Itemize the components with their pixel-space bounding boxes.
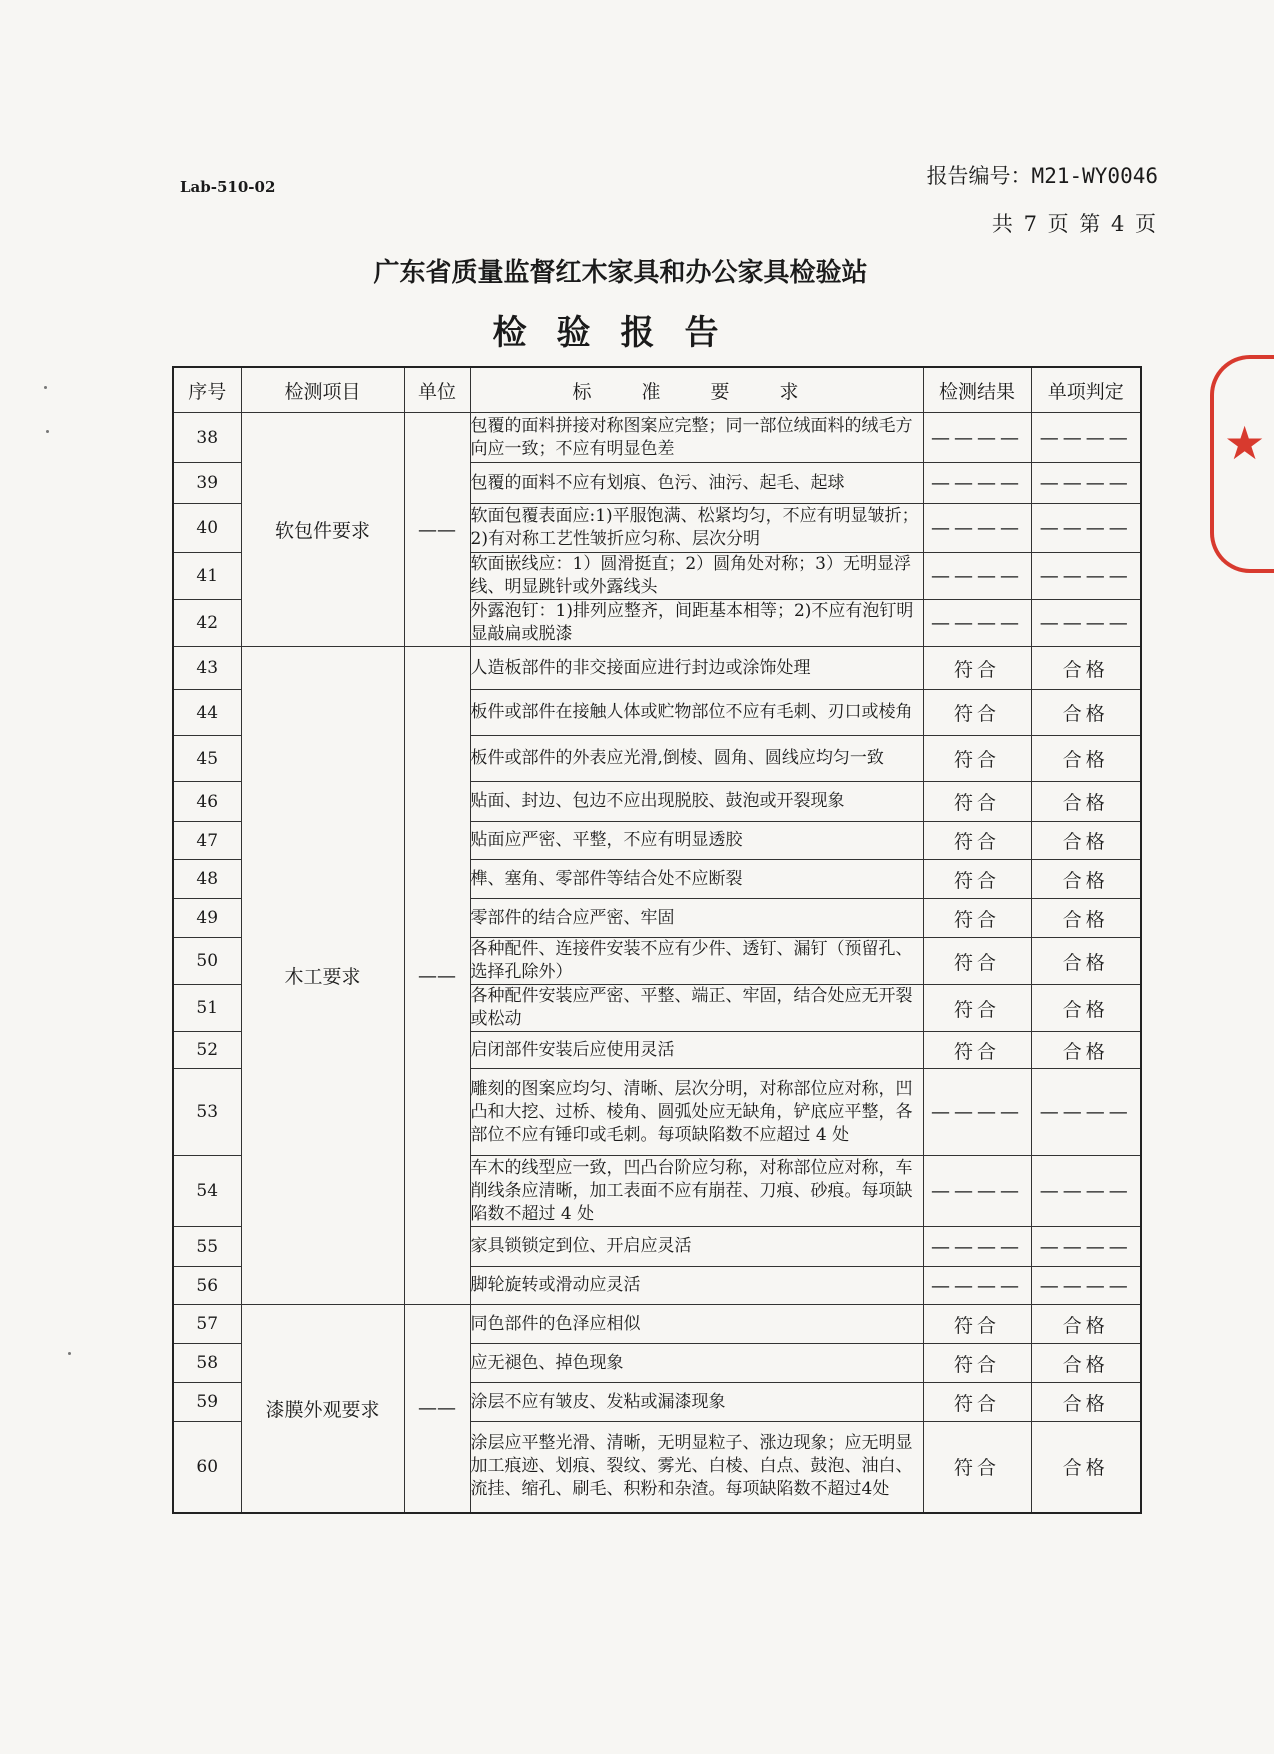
unit-cell: —— bbox=[404, 647, 470, 1305]
table-row bbox=[173, 413, 1141, 463]
page-info: 共 7 页 第 4 页 bbox=[991, 212, 1158, 236]
inspection-table bbox=[172, 366, 1142, 1514]
row-number: 59 bbox=[173, 1383, 241, 1422]
requirement-text: 榫、塞角、零部件等结合处不应断裂 bbox=[470, 860, 923, 899]
table-row bbox=[173, 647, 1141, 690]
row-number: 60 bbox=[173, 1422, 241, 1513]
item-judgement: ———— bbox=[1031, 553, 1141, 600]
item-judgement: 合格 bbox=[1031, 1305, 1141, 1344]
test-result: 符合 bbox=[923, 647, 1031, 690]
document-title: 检验报告 bbox=[492, 313, 749, 353]
test-result: 符合 bbox=[923, 736, 1031, 782]
test-result: ———— bbox=[923, 1069, 1031, 1156]
unit-cell: —— bbox=[404, 1305, 470, 1513]
test-result: ———— bbox=[923, 1227, 1031, 1267]
row-number: 49 bbox=[173, 899, 241, 938]
col-header-judgement: 单项判定 bbox=[1031, 367, 1141, 413]
col-header-item: 检测项目 bbox=[241, 367, 404, 413]
item-judgement: 合格 bbox=[1031, 822, 1141, 860]
test-result: ———— bbox=[923, 1267, 1031, 1305]
requirement-text: 涂层不应有皱皮、发粘或漏漆现象 bbox=[470, 1383, 923, 1422]
row-number: 48 bbox=[173, 860, 241, 899]
row-number: 52 bbox=[173, 1032, 241, 1069]
item-judgement: ———— bbox=[1031, 504, 1141, 553]
test-item-group: 软包件要求 bbox=[241, 413, 404, 647]
item-judgement: 合格 bbox=[1031, 899, 1141, 938]
item-judgement: 合格 bbox=[1031, 690, 1141, 736]
col-header-no: 序号 bbox=[173, 367, 241, 413]
item-judgement: ———— bbox=[1031, 463, 1141, 504]
requirement-text: 包覆的面料拼接对称图案应完整；同一部位绒面料的绒毛方向应一致；不应有明显色差 bbox=[470, 413, 923, 463]
requirement-text: 贴面、封边、包边不应出现脱胶、鼓泡或开裂现象 bbox=[470, 782, 923, 822]
table-header-row bbox=[173, 367, 1141, 413]
scan-speck bbox=[68, 1352, 71, 1355]
requirement-text: 软面包覆表面应:1)平服饱满、松紧均匀，不应有明显皱折；2)有对称工艺性皱折应匀称、层次分明 bbox=[470, 504, 923, 553]
requirement-text: 雕刻的图案应均匀、清晰、层次分明，对称部位应对称，凹凸和大挖、过桥、棱角、圆弧处应无缺角，铲底应平整，各部位不应有锤印或毛刺。每项缺陷数不应超过 4 处 bbox=[470, 1069, 923, 1156]
row-number: 56 bbox=[173, 1267, 241, 1305]
item-judgement: ———— bbox=[1031, 413, 1141, 463]
unit-cell: —— bbox=[404, 413, 470, 647]
row-number: 43 bbox=[173, 647, 241, 690]
row-number: 57 bbox=[173, 1305, 241, 1344]
table-row bbox=[173, 1305, 1141, 1344]
row-number: 46 bbox=[173, 782, 241, 822]
row-number: 55 bbox=[173, 1227, 241, 1267]
test-result: ———— bbox=[923, 504, 1031, 553]
requirement-text: 人造板部件的非交接面应进行封边或涂饰处理 bbox=[470, 647, 923, 690]
requirement-text: 各种配件、连接件安装不应有少件、透钉、漏钉（预留孔、选择孔除外） bbox=[470, 938, 923, 985]
requirement-text: 零部件的结合应严密、牢固 bbox=[470, 899, 923, 938]
table-body bbox=[173, 413, 1141, 1513]
requirement-text: 脚轮旋转或滑动应灵活 bbox=[470, 1267, 923, 1305]
test-result: 符合 bbox=[923, 1305, 1031, 1344]
row-number: 51 bbox=[173, 985, 241, 1032]
col-header-unit: 单位 bbox=[404, 367, 470, 413]
test-result: 符合 bbox=[923, 822, 1031, 860]
row-number: 47 bbox=[173, 822, 241, 860]
item-judgement: ———— bbox=[1031, 1069, 1141, 1156]
test-result: 符合 bbox=[923, 1422, 1031, 1513]
row-number: 53 bbox=[173, 1069, 241, 1156]
item-judgement: 合格 bbox=[1031, 985, 1141, 1032]
test-result: 符合 bbox=[923, 938, 1031, 985]
test-result: 符合 bbox=[923, 690, 1031, 736]
item-judgement: ———— bbox=[1031, 1267, 1141, 1305]
report-number: 报告编号：M21-WY0046 bbox=[926, 164, 1158, 188]
requirement-text: 外露泡钉：1)排列应整齐，间距基本相等；2)不应有泡钉明显敲扁或脱漆 bbox=[470, 600, 923, 647]
test-result: ———— bbox=[923, 553, 1031, 600]
test-result: 符合 bbox=[923, 899, 1031, 938]
row-number: 42 bbox=[173, 600, 241, 647]
requirement-text: 启闭部件安装后应使用灵活 bbox=[470, 1032, 923, 1069]
requirement-text: 贴面应严密、平整，不应有明显透胶 bbox=[470, 822, 923, 860]
row-number: 54 bbox=[173, 1156, 241, 1227]
row-number: 58 bbox=[173, 1344, 241, 1383]
item-judgement: 合格 bbox=[1031, 782, 1141, 822]
seal-star-icon: ★ bbox=[1224, 416, 1266, 470]
requirement-text: 家具锁锁定到位、开启应灵活 bbox=[470, 1227, 923, 1267]
item-judgement: 合格 bbox=[1031, 1422, 1141, 1513]
requirement-text: 包覆的面料不应有划痕、色污、油污、起毛、起球 bbox=[470, 463, 923, 504]
item-judgement: 合格 bbox=[1031, 1344, 1141, 1383]
test-result: 符合 bbox=[923, 1383, 1031, 1422]
requirement-text: 涂层应平整光滑、清晰，无明显粒子、涨边现象；应无明显加工痕迹、划痕、裂纹、雾光、白棱、白点、鼓泡、油白、流挂、缩孔、刷毛、积粉和杂渣。每项缺陷数不超过4处 bbox=[470, 1422, 923, 1513]
item-judgement: 合格 bbox=[1031, 647, 1141, 690]
item-judgement: 合格 bbox=[1031, 938, 1141, 985]
test-result: ———— bbox=[923, 600, 1031, 647]
row-number: 45 bbox=[173, 736, 241, 782]
col-header-result: 检测结果 bbox=[923, 367, 1031, 413]
item-judgement: ———— bbox=[1031, 1156, 1141, 1227]
test-result: ———— bbox=[923, 1156, 1031, 1227]
item-judgement: 合格 bbox=[1031, 1032, 1141, 1069]
item-judgement: ———— bbox=[1031, 600, 1141, 647]
test-result: ———— bbox=[923, 463, 1031, 504]
row-number: 39 bbox=[173, 463, 241, 504]
form-code: Lab-510-02 bbox=[180, 178, 276, 196]
scan-speck bbox=[44, 386, 47, 389]
test-result: 符合 bbox=[923, 1344, 1031, 1383]
scan-speck bbox=[46, 430, 49, 433]
col-header-requirement: 标 准 要 求 bbox=[470, 367, 923, 413]
test-item-group: 木工要求 bbox=[241, 647, 404, 1305]
row-number: 44 bbox=[173, 690, 241, 736]
item-judgement: 合格 bbox=[1031, 860, 1141, 899]
test-item-group: 漆膜外观要求 bbox=[241, 1305, 404, 1513]
requirement-text: 板件或部件的外表应光滑,倒棱、圆角、圆线应均匀一致 bbox=[470, 736, 923, 782]
item-judgement: 合格 bbox=[1031, 1383, 1141, 1422]
test-result: 符合 bbox=[923, 985, 1031, 1032]
test-result: 符合 bbox=[923, 782, 1031, 822]
test-result: 符合 bbox=[923, 1032, 1031, 1069]
row-number: 38 bbox=[173, 413, 241, 463]
requirement-text: 应无褪色、掉色现象 bbox=[470, 1344, 923, 1383]
row-number: 40 bbox=[173, 504, 241, 553]
item-judgement: 合格 bbox=[1031, 736, 1141, 782]
requirement-text: 软面嵌线应：1）圆滑挺直；2）圆角处对称；3）无明显浮线、明显跳针或外露线头 bbox=[470, 553, 923, 600]
test-result: ———— bbox=[923, 413, 1031, 463]
requirement-text: 同色部件的色泽应相似 bbox=[470, 1305, 923, 1344]
test-result: 符合 bbox=[923, 860, 1031, 899]
requirement-text: 车木的线型应一致，凹凸台阶应匀称，对称部位应对称，车削线条应清晰，加工表面不应有崩茬、刀痕、砂痕。每项缺陷数不超过 4 处 bbox=[470, 1156, 923, 1227]
requirement-text: 板件或部件在接触人体或贮物部位不应有毛刺、刃口或棱角 bbox=[470, 690, 923, 736]
item-judgement: ———— bbox=[1031, 1227, 1141, 1267]
row-number: 50 bbox=[173, 938, 241, 985]
organization-title: 广东省质量监督红木家具和办公家具检验站 bbox=[373, 258, 868, 288]
row-number: 41 bbox=[173, 553, 241, 600]
requirement-text: 各种配件安装应严密、平整、端正、牢固，结合处应无开裂或松动 bbox=[470, 985, 923, 1032]
